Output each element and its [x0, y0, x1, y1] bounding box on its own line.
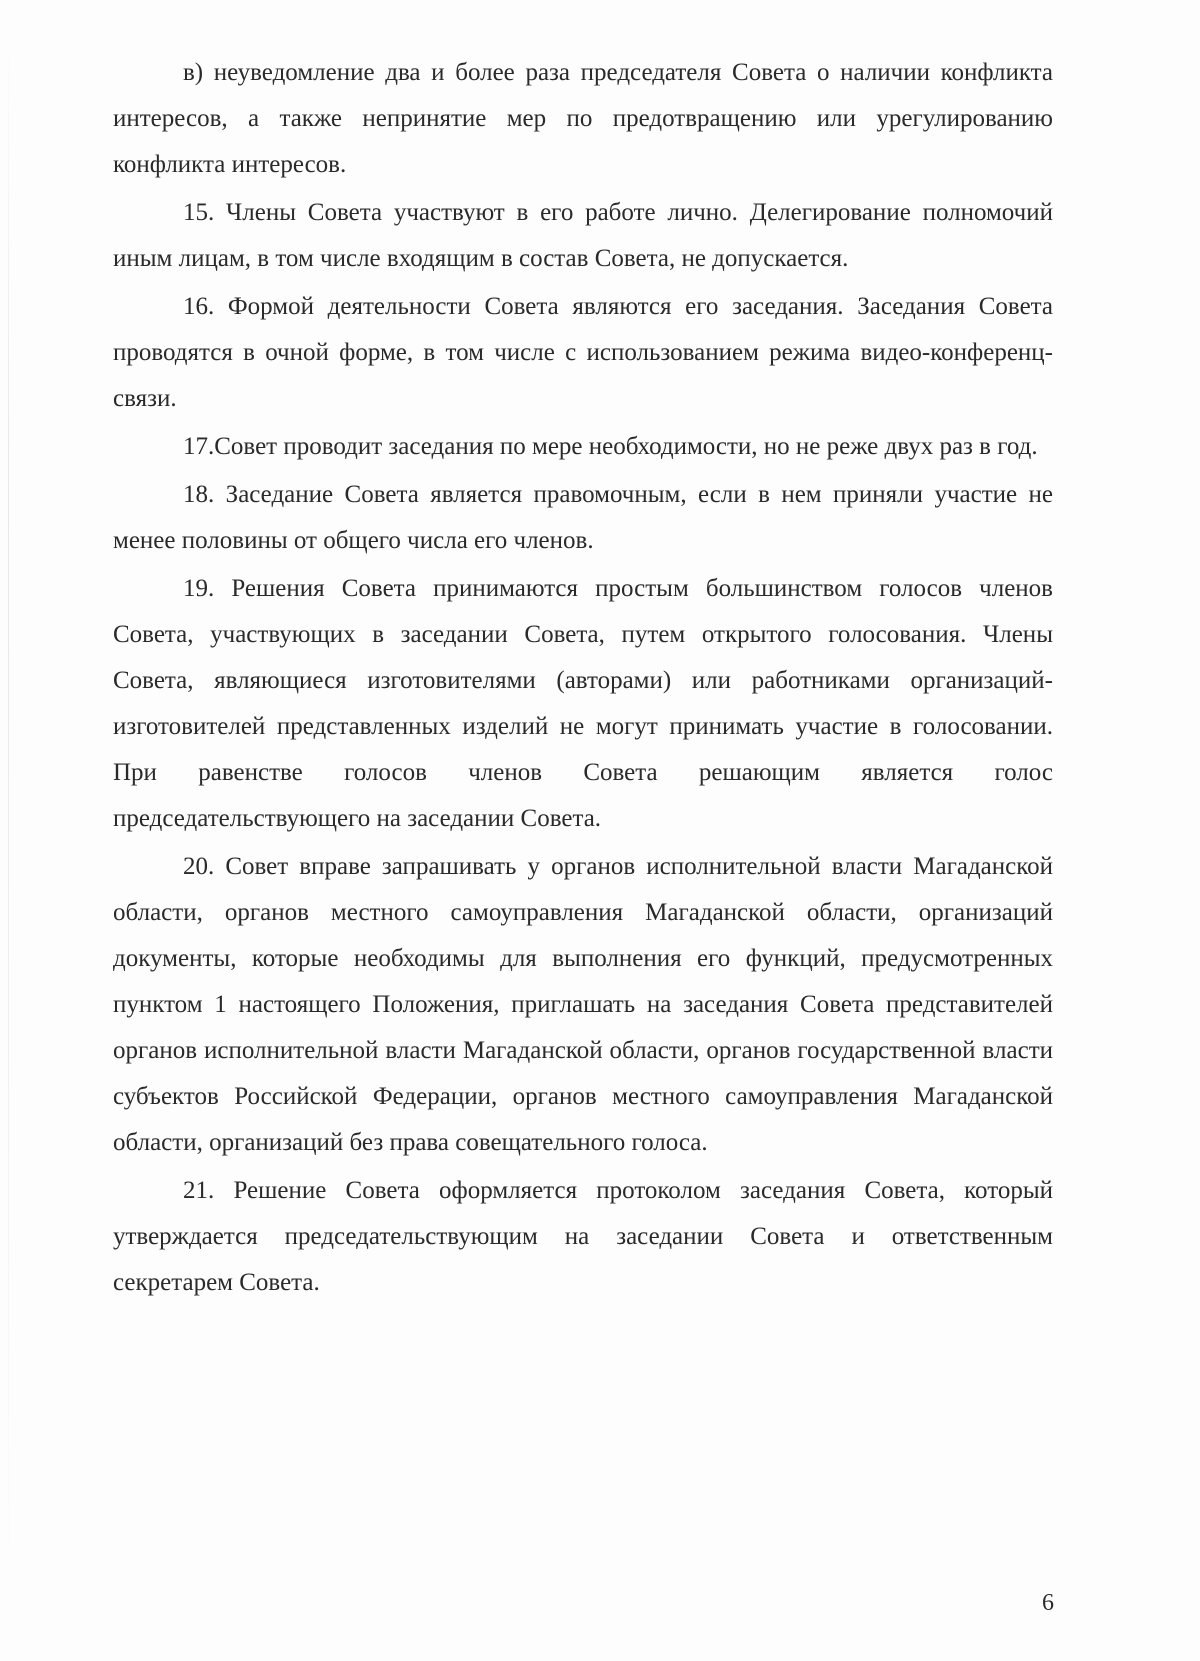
paragraph-18: 18. Заседание Совета является правомочным, если в нем приняли участие не менее половины от общего числа его членов.: [113, 481, 1053, 554]
paragraph-16: 16. Формой деятельности Совета являются его заседания. Заседания Совета проводятся в очной форме, в том числе с использованием режима видео-конференц-связи.: [113, 293, 1053, 412]
paragraph-21: 21. Решение Совета оформляется протоколом заседания Совета, который утверждается председательствующим на заседании Совета и ответственным секретарем Совета.: [113, 1177, 1053, 1296]
paragraph-14v: в) неуведомление два и более раза председателя Совета о наличии конфликта интересов, а также непринятие мер по предотвращению или урегулированию конфликта интересов.: [113, 59, 1053, 178]
paragraph-15: 15. Члены Совета участвуют в его работе лично. Делегирование полномочий иным лицам, в том числе входящим в состав Совета, не допускается.: [113, 199, 1053, 272]
paragraph-17: 17.Совет проводит заседания по мере необходимости, но не реже двух раз в год.: [183, 433, 1038, 460]
paragraph-20: 20. Совет вправе запрашивать у органов исполнительной власти Магаданской области, органов местного самоуправления Магаданской области, организаций документы, которые необходимы для выполнения его функций, предусмотренных пунктом 1 настоящего Положения, приглашать на заседания Совета представителей органов исполнительной власти Магаданской области, органов государственной власти субъектов Российской Федерации, органов местного самоуправления Магаданской области, организаций без права совещательного голоса.: [113, 853, 1053, 1156]
page-number: 6: [1042, 1590, 1054, 1616]
scan-edge-line: [8, 0, 9, 1661]
document-body: [113, 50, 1053, 1306]
paragraph-19: 19. Решения Совета принимаются простым большинством голосов членов Совета, участвующих в заседании Совета, путем открытого голосования. Члены Совета, являющиеся изготовителями (авторами) или работниками организаций-изготовителей представленных изделий не могут принимать участие в голосовании. При равенстве голосов членов Совета решающим является голос председательствующего на заседании Совета.: [113, 575, 1053, 832]
